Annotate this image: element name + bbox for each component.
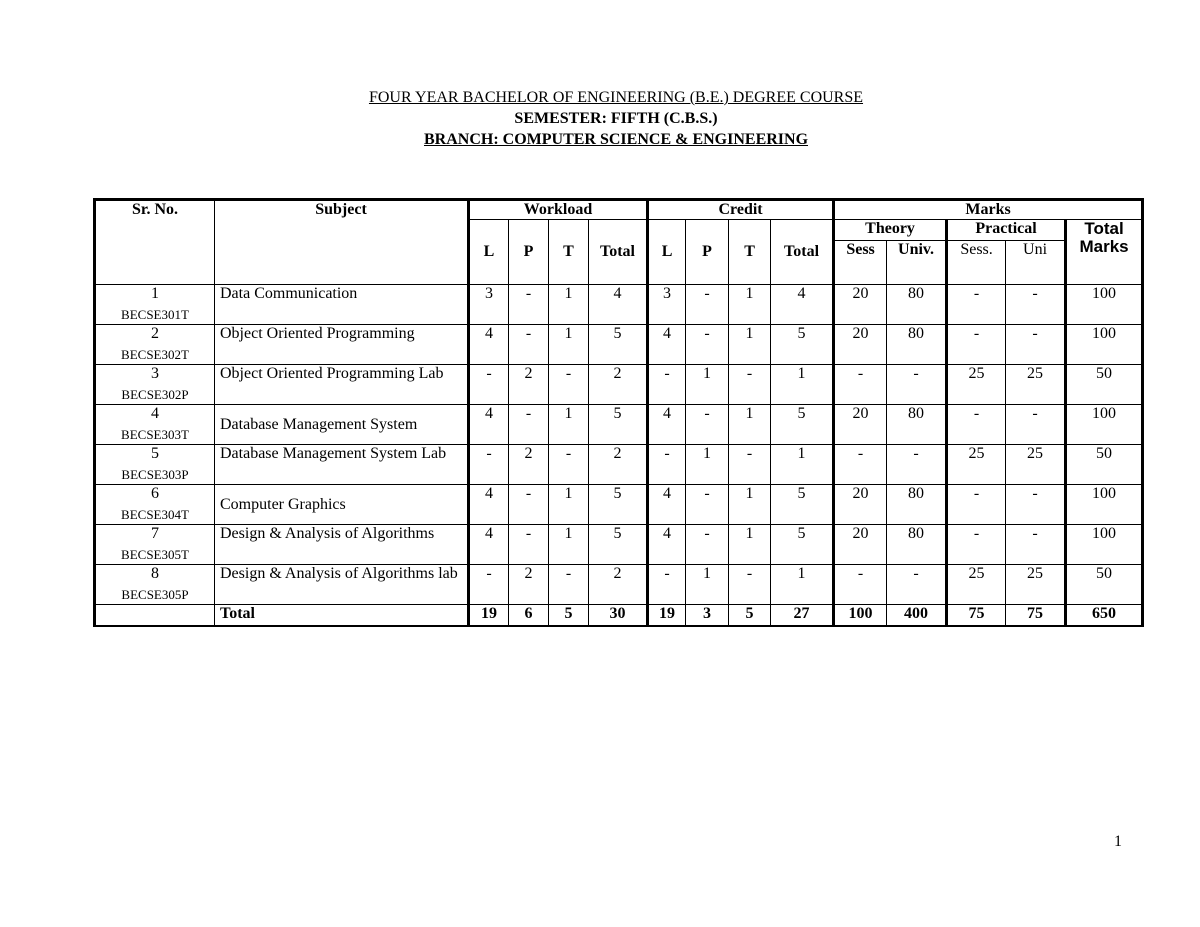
practical-sess: 25 — [947, 565, 1006, 605]
workload-p: - — [509, 405, 549, 445]
credit-l-header: L — [648, 220, 686, 285]
theory-univ: 80 — [887, 285, 947, 325]
subject-cell: Database Management System — [215, 405, 469, 445]
subject-cell: Database Management System Lab — [215, 445, 469, 485]
workload-p-header: P — [509, 220, 549, 285]
theory-sess: - — [834, 365, 887, 405]
grand-total-marks: 650 — [1066, 605, 1143, 627]
credit-total: 5 — [771, 485, 834, 525]
semester-title: SEMESTER: FIFTH (C.B.S.) — [514, 110, 718, 127]
workload-total: 2 — [589, 445, 648, 485]
workload-p: - — [509, 325, 549, 365]
practical-uni-total: 75 — [1006, 605, 1066, 627]
sr-cell: 2 BECSE302T — [95, 325, 215, 365]
practical-uni: 25 — [1006, 365, 1066, 405]
marks-header: Marks — [834, 200, 1143, 220]
workload-p: 2 — [509, 445, 549, 485]
practical-uni-header: Uni — [1006, 241, 1066, 285]
workload-total: 2 — [589, 565, 648, 605]
workload-total: 5 — [589, 405, 648, 445]
total-marks-header: Total Marks — [1066, 220, 1143, 285]
sr-cell: 7 BECSE305T — [95, 525, 215, 565]
credit-p: - — [686, 405, 729, 445]
theory-sess-header: Sess — [834, 241, 887, 285]
practical-uni: - — [1006, 285, 1066, 325]
workload-l: - — [469, 565, 509, 605]
sr-cell: 8 BECSE305P — [95, 565, 215, 605]
subject-code: BECSE302P — [121, 387, 189, 402]
practical-uni: - — [1006, 525, 1066, 565]
credit-t: 1 — [729, 525, 771, 565]
credit-l: - — [648, 445, 686, 485]
total-marks: 100 — [1066, 405, 1143, 445]
workload-t: 1 — [549, 285, 589, 325]
credit-l: - — [648, 565, 686, 605]
credit-header: Credit — [648, 200, 834, 220]
theory-sess: 20 — [834, 405, 887, 445]
sr-no-header: Sr. No. — [95, 200, 215, 285]
total-sr-cell — [95, 605, 215, 627]
workload-l-header: L — [469, 220, 509, 285]
workload-total: 5 — [589, 525, 648, 565]
sr-cell: 3 BECSE302P — [95, 365, 215, 405]
credit-t: 1 — [729, 325, 771, 365]
subject-code: BECSE304T — [121, 507, 189, 522]
credit-p: - — [686, 485, 729, 525]
sr-cell: 5 BECSE303P — [95, 445, 215, 485]
theory-sess: 20 — [834, 325, 887, 365]
theory-univ: 80 — [887, 525, 947, 565]
page-number: 1 — [1114, 833, 1122, 850]
theory-univ: 80 — [887, 405, 947, 445]
credit-t: - — [729, 365, 771, 405]
table-row — [95, 325, 1143, 365]
theory-univ: 80 — [887, 485, 947, 525]
branch-title: BRANCH: COMPUTER SCIENCE & ENGINEERING — [423, 131, 809, 148]
workload-l: 4 — [469, 405, 509, 445]
credit-l: 4 — [648, 405, 686, 445]
credit-total: 5 — [771, 405, 834, 445]
total-marks: 50 — [1066, 365, 1143, 405]
workload-total-total: 30 — [589, 605, 648, 627]
credit-p: - — [686, 325, 729, 365]
credit-t: 1 — [729, 485, 771, 525]
workload-l: 4 — [469, 525, 509, 565]
subject-code: BECSE303P — [121, 467, 189, 482]
workload-t: - — [549, 365, 589, 405]
practical-uni: 25 — [1006, 445, 1066, 485]
credit-l: 4 — [648, 325, 686, 365]
workload-l: - — [469, 445, 509, 485]
table-row — [95, 285, 1143, 325]
workload-t-header: T — [549, 220, 589, 285]
credit-t-header: T — [729, 220, 771, 285]
theory-sess-total: 100 — [834, 605, 887, 627]
practical-sess: - — [947, 525, 1006, 565]
credit-l: 3 — [648, 285, 686, 325]
subject-cell: Object Oriented Programming — [215, 325, 469, 365]
subject-cell: Data Communication — [215, 285, 469, 325]
credit-p-total: 3 — [686, 605, 729, 627]
credit-t: 1 — [729, 405, 771, 445]
table-row — [95, 405, 1143, 445]
total-label: Total — [215, 605, 469, 627]
workload-p: 2 — [509, 565, 549, 605]
workload-t: - — [549, 565, 589, 605]
workload-t: 1 — [549, 485, 589, 525]
total-marks: 100 — [1066, 285, 1143, 325]
practical-uni: - — [1006, 485, 1066, 525]
scheme-table — [93, 198, 1144, 627]
theory-univ: 80 — [887, 325, 947, 365]
workload-t: 1 — [549, 405, 589, 445]
practical-sess: 25 — [947, 365, 1006, 405]
credit-total: 4 — [771, 285, 834, 325]
workload-p: - — [509, 485, 549, 525]
practical-sess-header: Sess. — [947, 241, 1006, 285]
credit-l-total: 19 — [648, 605, 686, 627]
credit-l: 4 — [648, 525, 686, 565]
workload-l: 4 — [469, 485, 509, 525]
subject-header: Subject — [215, 200, 469, 285]
theory-univ: - — [887, 565, 947, 605]
practical-uni: - — [1006, 405, 1066, 445]
workload-t: - — [549, 445, 589, 485]
workload-t-total: 5 — [549, 605, 589, 627]
practical-sess: - — [947, 405, 1006, 445]
credit-l: - — [648, 365, 686, 405]
subject-code: BECSE303T — [121, 427, 189, 442]
workload-total: 2 — [589, 365, 648, 405]
total-marks: 100 — [1066, 325, 1143, 365]
subject-code: BECSE305P — [121, 587, 189, 602]
practical-uni: - — [1006, 325, 1066, 365]
credit-t: - — [729, 565, 771, 605]
theory-univ-header: Univ. — [887, 241, 947, 285]
credit-total: 1 — [771, 365, 834, 405]
credit-total: 1 — [771, 445, 834, 485]
theory-univ: - — [887, 365, 947, 405]
theory-sess: - — [834, 565, 887, 605]
table-row — [95, 365, 1143, 405]
table-row — [95, 525, 1143, 565]
credit-p: - — [686, 525, 729, 565]
credit-total: 1 — [771, 565, 834, 605]
workload-p: 2 — [509, 365, 549, 405]
course-title: FOUR YEAR BACHELOR OF ENGINEERING (B.E.) DEGREE COURSE — [368, 89, 864, 106]
theory-sess: 20 — [834, 525, 887, 565]
credit-total: 5 — [771, 525, 834, 565]
practical-sess: - — [947, 285, 1006, 325]
subject-code: BECSE305T — [121, 547, 189, 562]
sr-cell: 4 BECSE303T — [95, 405, 215, 445]
subject-cell: Computer Graphics — [215, 485, 469, 525]
practical-sess: 25 — [947, 445, 1006, 485]
theory-univ: - — [887, 445, 947, 485]
practical-sess: - — [947, 485, 1006, 525]
total-marks: 100 — [1066, 525, 1143, 565]
theory-univ-total: 400 — [887, 605, 947, 627]
workload-total: 5 — [589, 485, 648, 525]
workload-total-header: Total — [589, 220, 648, 285]
credit-t-total: 5 — [729, 605, 771, 627]
subject-code: BECSE302T — [121, 347, 189, 362]
practical-sess-total: 75 — [947, 605, 1006, 627]
practical-sess: - — [947, 325, 1006, 365]
subject-code: BECSE301T — [121, 307, 189, 322]
credit-p: - — [686, 285, 729, 325]
subject-cell: Design & Analysis of Algorithms — [215, 525, 469, 565]
credit-total-header: Total — [771, 220, 834, 285]
theory-sess: 20 — [834, 485, 887, 525]
sr-cell: 6 BECSE304T — [95, 485, 215, 525]
theory-sess: - — [834, 445, 887, 485]
theory-sess: 20 — [834, 285, 887, 325]
workload-t: 1 — [549, 525, 589, 565]
workload-l: - — [469, 365, 509, 405]
credit-p: 1 — [686, 565, 729, 605]
credit-t: 1 — [729, 285, 771, 325]
workload-p: - — [509, 285, 549, 325]
practical-uni: 25 — [1006, 565, 1066, 605]
theory-header: Theory — [834, 220, 947, 241]
table-row — [95, 485, 1143, 525]
workload-p-total: 6 — [509, 605, 549, 627]
total-marks: 50 — [1066, 565, 1143, 605]
credit-p: 1 — [686, 365, 729, 405]
workload-p: - — [509, 525, 549, 565]
subject-cell: Design & Analysis of Algorithms lab — [215, 565, 469, 605]
practical-header: Practical — [947, 220, 1066, 241]
workload-total: 5 — [589, 325, 648, 365]
sr-cell: 1 BECSE301T — [95, 285, 215, 325]
workload-l: 3 — [469, 285, 509, 325]
credit-p-header: P — [686, 220, 729, 285]
workload-l: 4 — [469, 325, 509, 365]
total-row — [95, 605, 1143, 627]
workload-t: 1 — [549, 325, 589, 365]
total-marks: 100 — [1066, 485, 1143, 525]
credit-t: - — [729, 445, 771, 485]
total-marks: 50 — [1066, 445, 1143, 485]
credit-total: 5 — [771, 325, 834, 365]
subject-cell: Object Oriented Programming Lab — [215, 365, 469, 405]
table-row — [95, 565, 1143, 605]
credit-total-total: 27 — [771, 605, 834, 627]
credit-l: 4 — [648, 485, 686, 525]
table-row — [95, 445, 1143, 485]
workload-l-total: 19 — [469, 605, 509, 627]
workload-header: Workload — [469, 200, 648, 220]
credit-p: 1 — [686, 445, 729, 485]
workload-total: 4 — [589, 285, 648, 325]
